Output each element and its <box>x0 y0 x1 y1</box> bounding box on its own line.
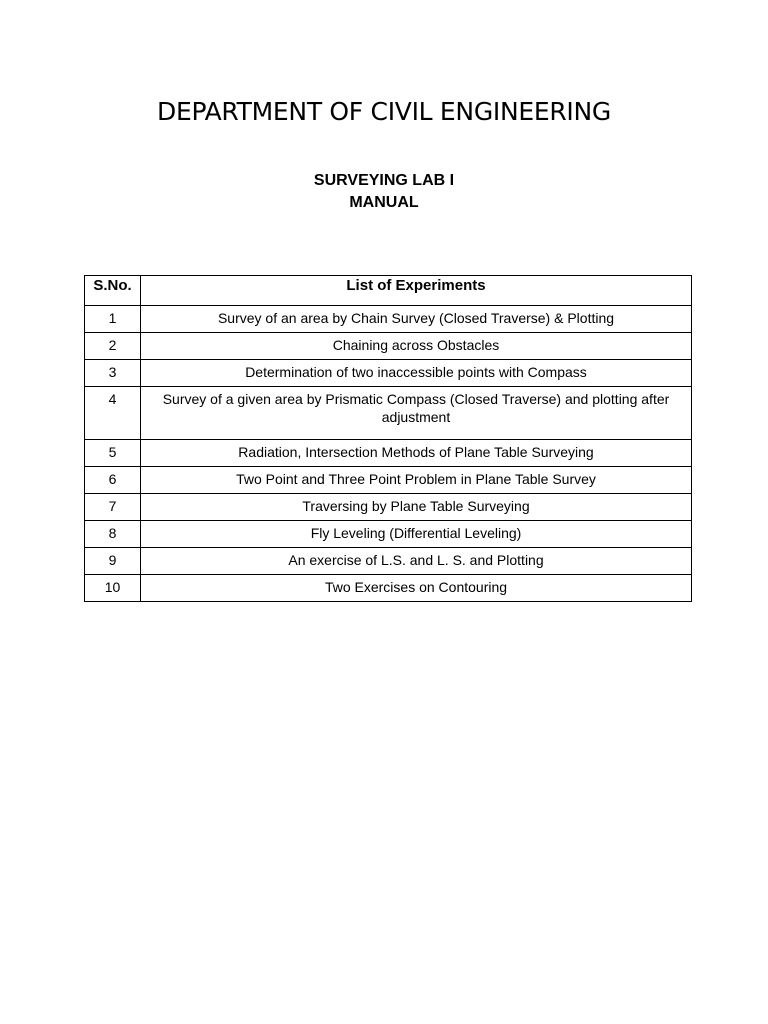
row-sno: 7 <box>85 494 141 521</box>
row-sno: 5 <box>85 440 141 467</box>
row-experiment: Chaining across Obstacles <box>141 333 692 360</box>
column-header-experiments: List of Experiments <box>141 276 692 306</box>
row-sno: 3 <box>85 360 141 387</box>
table-row <box>85 494 692 521</box>
row-experiment: Two Point and Three Point Problem in Plane Table Survey <box>141 467 692 494</box>
row-sno: 4 <box>85 387 141 440</box>
row-experiment: Two Exercises on Contouring <box>141 575 692 602</box>
row-experiment: Fly Leveling (Differential Leveling) <box>141 521 692 548</box>
column-header-sno: S.No. <box>85 276 141 306</box>
table-row <box>85 467 692 494</box>
row-experiment: Determination of two inaccessible points with Compass <box>141 360 692 387</box>
table-row <box>85 575 692 602</box>
row-experiment: Traversing by Plane Table Surveying <box>141 494 692 521</box>
row-sno: 8 <box>85 521 141 548</box>
table-row <box>85 440 692 467</box>
row-experiment: Survey of an area by Chain Survey (Closed Traverse) & Plotting <box>141 306 692 333</box>
table-row <box>85 360 692 387</box>
row-sno: 10 <box>85 575 141 602</box>
row-experiment: Survey of a given area by Prismatic Compass (Closed Traverse) and plotting after adjustment <box>141 387 692 440</box>
lab-title: SURVEYING LAB I <box>313 172 455 189</box>
department-title: DEPARTMENT OF CIVIL ENGINEERING <box>157 97 611 126</box>
table-row <box>85 333 692 360</box>
row-sno: 9 <box>85 548 141 575</box>
table-header-row <box>85 276 692 306</box>
lab-subtitle: MANUAL <box>349 194 419 211</box>
row-sno: 1 <box>85 306 141 333</box>
row-sno: 6 <box>85 467 141 494</box>
experiments-table <box>84 275 692 602</box>
table-row <box>85 548 692 575</box>
row-experiment: Radiation, Intersection Methods of Plane Table Surveying <box>141 440 692 467</box>
table-row <box>85 387 692 440</box>
table-row <box>85 521 692 548</box>
table-row <box>85 306 692 333</box>
row-experiment: An exercise of L.S. and L. S. and Plotting <box>141 548 692 575</box>
row-sno: 2 <box>85 333 141 360</box>
